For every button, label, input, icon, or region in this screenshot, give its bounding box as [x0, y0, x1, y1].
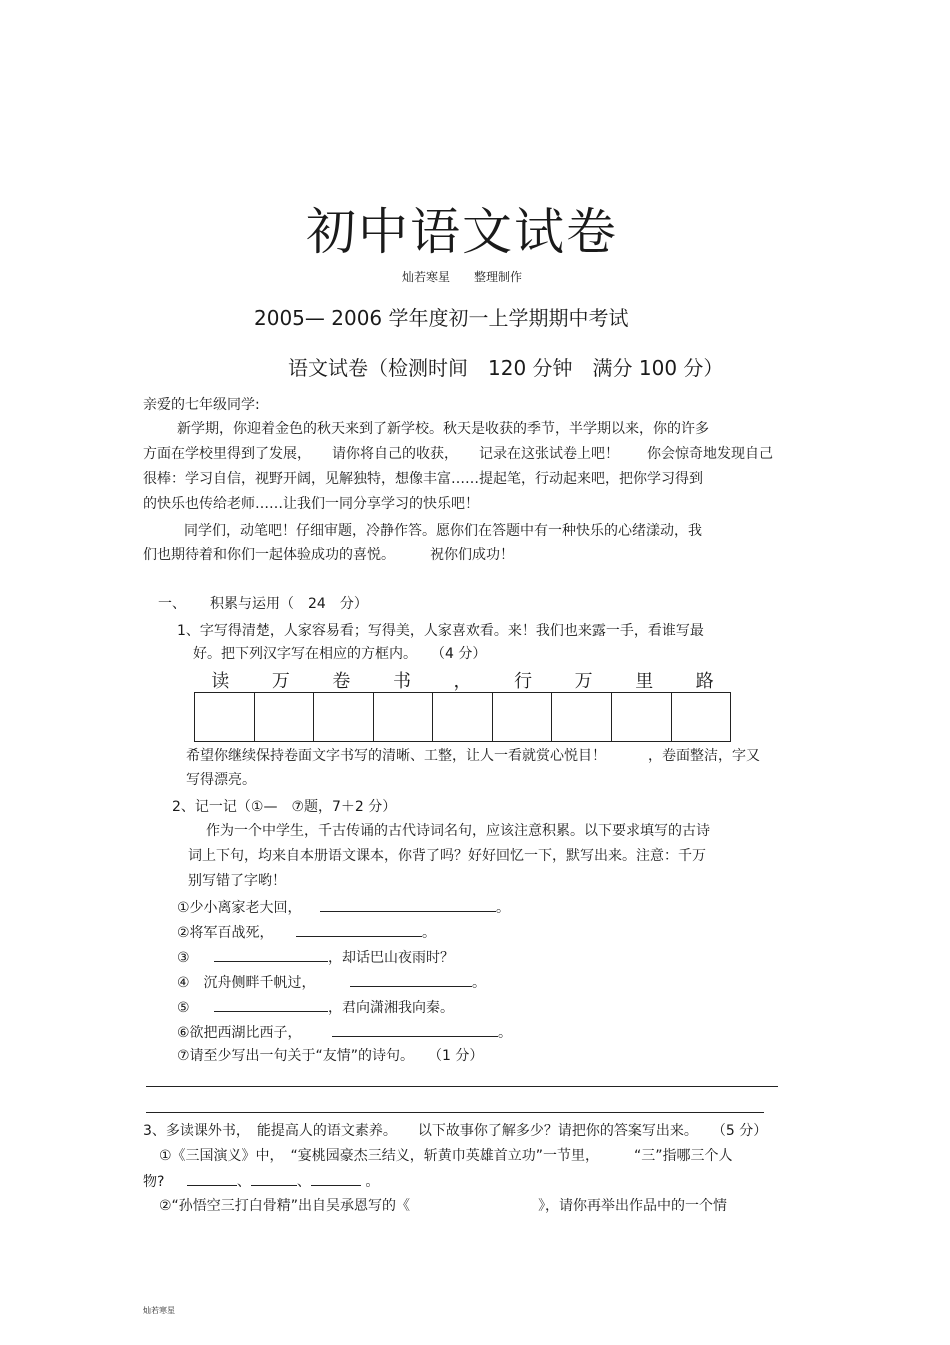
writing-box[interactable]: [195, 693, 255, 741]
encourage-line: 同学们，动笔吧！仔细审题，冷静作答。愿你们在答题中有一种快乐的心绪漾动，我: [184, 523, 702, 539]
answer-blank[interactable]: [251, 1171, 297, 1186]
answer-blank[interactable]: [187, 1171, 237, 1186]
page-footer: 灿若寒星: [143, 1306, 175, 1315]
poem-item-7: ⑦请至少写出一句关于“友情”的诗句。 （1 分）: [177, 1048, 484, 1064]
poem-suffix: 。: [422, 925, 437, 941]
writing-box[interactable]: [493, 693, 553, 741]
copy-character: 卷: [332, 671, 351, 692]
poem-item-5: [177, 997, 454, 1018]
answer-blank[interactable]: [332, 1022, 498, 1037]
intro-line: 方面在学校里得到了发展， 请你将自己的收获， 记录在这张试卷上吧！ 你会惊奇地发现自己: [143, 446, 773, 462]
question-text: 》，请你再举出作品中的一个情: [538, 1198, 728, 1214]
question-2-intro: 词上下句，均来自本册语文课本，你背了吗？好好回忆一下，默写出来。注意：千万: [188, 848, 706, 864]
writing-box[interactable]: [433, 693, 493, 741]
poem-item-6: [177, 1022, 512, 1043]
encourage-line: 们也期待着和你们一起体验成功的喜悦。 祝你们成功！: [143, 547, 514, 563]
answer-blank[interactable]: [296, 922, 422, 937]
writing-box[interactable]: [314, 693, 374, 741]
question-3-heading: 3、多读课外书， 能提高人的语文素养。 以下故事你了解多少？请把你的答案写出来。 （5 分）: [143, 1123, 768, 1139]
poem-prefix: ①少小离家老大回，: [177, 900, 302, 916]
intro-line: 很棒：学习自信，视野开阔，见解独特，想像丰富……提起笔，行动起来吧，把你学习得到: [143, 471, 703, 487]
copy-character: 里: [635, 671, 654, 692]
poem-prefix: ④ 沉舟侧畔千帆过，: [177, 975, 316, 991]
copy-character: 路: [695, 671, 714, 692]
writing-box[interactable]: [374, 693, 434, 741]
question-3-sub2: [159, 1196, 727, 1216]
poem-item-1: [177, 897, 510, 918]
writing-box[interactable]: [552, 693, 612, 741]
poem-prefix: ⑥欲把西湖比西子，: [177, 1025, 302, 1041]
section-number: 一、: [158, 596, 186, 612]
poem-suffix: 。: [496, 900, 511, 916]
answer-blank[interactable]: [214, 997, 328, 1012]
copy-character: 书: [392, 671, 411, 692]
poem-suffix: ，君向潇湘我向秦。: [328, 1000, 455, 1016]
answer-line[interactable]: [146, 1086, 778, 1087]
writing-box[interactable]: [672, 693, 731, 741]
copy-character: 行: [514, 671, 533, 692]
copy-character: 万: [574, 671, 593, 692]
question-2-heading: 2、记一记（①— ⑦题，7＋2 分）: [172, 799, 397, 815]
answer-blank[interactable]: [214, 947, 328, 962]
question-2-intro: 作为一个中学生，千古传诵的古代诗词名句，应该注意积累。以下要求填写的古诗: [206, 823, 710, 839]
poem-item-3: [177, 947, 454, 968]
answer-end: 。: [365, 1174, 380, 1190]
answer-blank[interactable]: [311, 1171, 361, 1186]
intro-line: 新学期，你迎着金色的秋天来到了新学校。秋天是收获的季节，半学期以来，你的许多: [177, 421, 709, 437]
greeting: 亲爱的七年级同学:: [143, 397, 260, 413]
question-1-line: 好。把下列汉字写在相应的方框内。 （4 分）: [193, 646, 487, 662]
question-text: ②“孙悟空三打白骨精”出自吴承恩写的《: [159, 1198, 411, 1214]
poem-suffix: 。: [498, 1025, 513, 1041]
question-3-sub1: ①《三国演义》中， “宴桃园豪杰三结义，斩黄巾英雄首立功”一节里， “三”指哪三个人: [159, 1148, 733, 1164]
answer-blank[interactable]: [350, 972, 472, 987]
answer-line[interactable]: [146, 1112, 764, 1113]
poem-item-2: [177, 922, 436, 943]
separator: 、: [236, 1174, 251, 1190]
poem-prefix: ⑤: [177, 1000, 190, 1016]
intro-line: 的快乐也传给老师……让我们一同分享学习的快乐吧！: [143, 496, 479, 512]
copy-characters-row: [190, 667, 735, 693]
exam-heading: 2005— 2006 学年度初一上学期期中考试: [254, 306, 629, 330]
question-1-note: 写得漂亮。: [186, 772, 256, 788]
author-credit: 灿若寒星 整理制作: [401, 270, 522, 284]
separator: 、: [296, 1174, 311, 1190]
writing-grid: [194, 692, 731, 742]
poem-prefix: ②将军百战死，: [177, 925, 274, 941]
question-1-line: 1、字写得清楚，人家容易看；写得美，人家喜欢看。来！我们也来露一手，看谁写最: [177, 623, 704, 639]
section-title: 积累与运用（ 24 分）: [210, 596, 368, 612]
copy-character: 万: [271, 671, 290, 692]
copy-character: 读: [211, 671, 230, 692]
exam-info: 语文试卷（检测时间 120 分钟 满分 100 分）: [288, 356, 724, 380]
question-2-intro: 别写错了字哟！: [188, 873, 286, 889]
poem-suffix: ，却话巴山夜雨时？: [328, 950, 455, 966]
poem-suffix: 。: [472, 975, 487, 991]
copy-character: ，: [453, 671, 472, 692]
writing-box[interactable]: [255, 693, 315, 741]
question-3-sub1-answers: [143, 1171, 379, 1192]
document-title: 初中语文试卷: [306, 203, 618, 261]
poem-prefix: ③: [177, 950, 190, 966]
writing-box[interactable]: [612, 693, 672, 741]
poem-item-4: [177, 972, 486, 993]
answer-blank[interactable]: [320, 897, 496, 912]
answer-prefix: 物?: [143, 1174, 165, 1190]
question-1-note: 希望你继续保持卷面文字书写的清晰、工整，让人一看就赏心悦目！ ，卷面整洁，字又: [186, 748, 760, 764]
